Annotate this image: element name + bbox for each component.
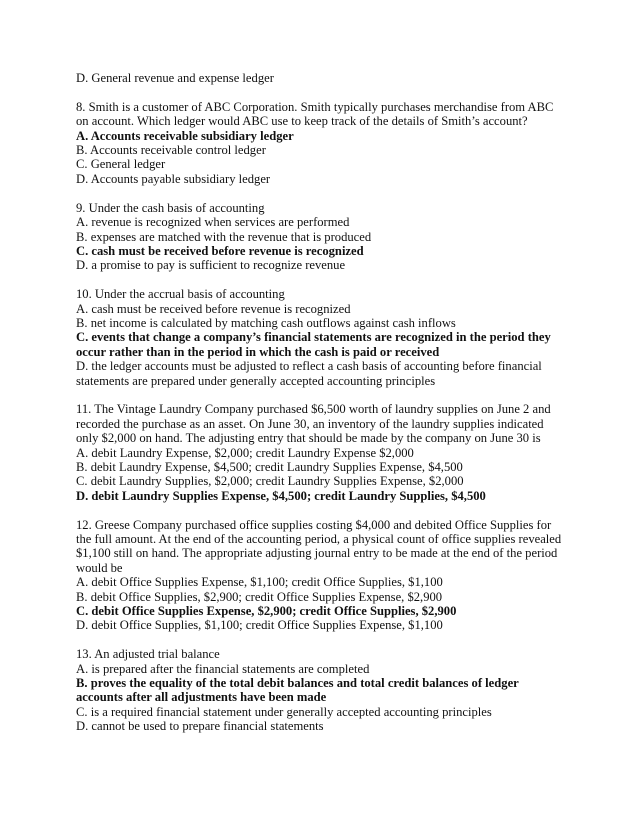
question-spacer — [76, 85, 566, 100]
answer-option — [76, 719, 566, 733]
answer-option-line: D. debit Office Supplies, $1,100; credit Office Supplies Expense, $1,100 — [76, 618, 443, 633]
question-stem-line: 9. Under the cash basis of accounting — [76, 200, 265, 215]
answer-option-line: occur rather than in the period in which the cash is paid or received — [76, 344, 440, 359]
answer-option — [76, 446, 566, 460]
question-block — [76, 287, 566, 388]
question-stem-line: $1,100 still on hand. The appropriate adjusting journal entry to be made at the end of the period — [76, 546, 558, 561]
answer-option — [76, 258, 566, 272]
answer-option — [76, 705, 566, 719]
question-stem-line: only $2,000 on hand. The adjusting entry that should be made by the company on June 30 is — [76, 431, 541, 446]
document-page — [76, 71, 566, 734]
question-spacer — [76, 503, 566, 518]
question-block — [76, 647, 566, 733]
answer-option — [76, 143, 566, 157]
option-d: D. General revenue and expense ledger — [76, 71, 274, 85]
answer-option-line: A. cash must be received before revenue is recognized — [76, 301, 351, 316]
answer-option-line: C. General ledger — [76, 157, 166, 172]
answer-option-line: C. events that change a company’s financial statements are recognized in the period they — [76, 330, 551, 345]
answer-option-line: A. is prepared after the financial statements are completed — [76, 661, 370, 676]
answer-option-line: C. cash must be received before revenue is recognized — [76, 243, 364, 258]
answer-option-line: B. debit Office Supplies, $2,900; credit Office Supplies Expense, $2,900 — [76, 589, 443, 604]
answer-option-line: C. is a required financial statement under generally accepted accounting principles — [76, 704, 492, 719]
answer-option-line: D. a promise to pay is sufficient to recognize revenue — [76, 258, 346, 273]
answer-option — [76, 359, 566, 388]
answer-option — [76, 157, 566, 171]
answer-option-line: A. revenue is recognized when services are performed — [76, 215, 350, 230]
question-stem-line: recorded the purchase as an asset. On June 30, an inventory of the laundry supplies indicated — [76, 416, 544, 431]
answer-option — [76, 590, 566, 604]
answer-option-correct — [76, 129, 566, 143]
answer-option-line: accounts after all adjustments have been made — [76, 690, 327, 705]
question-spacer — [76, 633, 566, 648]
question-stem-line: on account. Which ledger would ABC use to keep track of the details of Smith’s account? — [76, 114, 528, 129]
answer-option — [76, 474, 566, 488]
answer-option-line: B. net income is calculated by matching cash outflows against cash inflows — [76, 315, 456, 330]
question-stem-line: 13. An adjusted trial balance — [76, 647, 220, 662]
answer-option-line: B. Accounts receivable control ledger — [76, 143, 266, 158]
question-block — [76, 201, 566, 273]
answer-option-line: D. debit Laundry Supplies Expense, $4,500; credit Laundry Supplies, $4,500 — [76, 488, 486, 503]
answer-option-line: D. cannot be used to prepare financial statements — [76, 719, 324, 734]
question-stem-line: 12. Greese Company purchased office supplies costing $4,000 and debited Office Supplies for — [76, 517, 552, 532]
question-block — [76, 100, 566, 186]
answer-option — [76, 172, 566, 186]
question-spacer — [76, 388, 566, 403]
question-block — [76, 402, 566, 503]
answer-option-line: A. debit Laundry Expense, $2,000; credit Laundry Expense $2,000 — [76, 445, 414, 460]
question-spacer — [76, 273, 566, 288]
answer-option-line: D. Accounts payable subsidiary ledger — [76, 171, 271, 186]
answer-option — [76, 662, 566, 676]
answer-option — [76, 230, 566, 244]
question-stem-line: 11. The Vintage Laundry Company purchased $6,500 worth of laundry supplies on June 2 and — [76, 402, 551, 417]
answer-option-line: B. proves the equality of the total debit balances and total credit balances of ledger — [76, 676, 519, 691]
question-stem-line: would be — [76, 560, 123, 575]
question-list — [76, 85, 566, 733]
answer-option-correct — [76, 604, 566, 618]
answer-option-line: statements are prepared under generally accepted accounting principles — [76, 373, 436, 388]
answer-option-line: B. expenses are matched with the revenue that is produced — [76, 229, 372, 244]
answer-option-line: A. Accounts receivable subsidiary ledger — [76, 128, 294, 143]
answer-option-correct — [76, 676, 566, 705]
previous-question-tail — [76, 71, 566, 85]
answer-option — [76, 460, 566, 474]
answer-option-correct — [76, 489, 566, 503]
question-stem-line: 10. Under the accrual basis of accounting — [76, 287, 285, 302]
answer-option-line: C. debit Laundry Supplies, $2,000; credit Laundry Supplies Expense, $2,000 — [76, 474, 464, 489]
answer-option — [76, 618, 566, 632]
answer-option-correct — [76, 244, 566, 258]
answer-option — [76, 302, 566, 316]
answer-option — [76, 215, 566, 229]
answer-option — [76, 575, 566, 589]
question-stem-line: 8. Smith is a customer of ABC Corporation. Smith typically purchases merchandise from ABC — [76, 99, 554, 114]
question-spacer — [76, 186, 566, 201]
answer-option-line: A. debit Office Supplies Expense, $1,100; credit Office Supplies, $1,100 — [76, 575, 443, 590]
answer-option — [76, 316, 566, 330]
answer-option-correct — [76, 330, 566, 359]
question-stem-line: the full amount. At the end of the accounting period, a physical count of office supplies revealed — [76, 532, 562, 547]
answer-option-line: B. debit Laundry Expense, $4,500; credit Laundry Supplies Expense, $4,500 — [76, 459, 463, 474]
answer-option-line: C. debit Office Supplies Expense, $2,900; credit Office Supplies, $2,900 — [76, 604, 457, 618]
answer-option-line: D. the ledger accounts must be adjusted to reflect a cash basis of accounting before financial — [76, 359, 542, 374]
question-block — [76, 518, 566, 633]
